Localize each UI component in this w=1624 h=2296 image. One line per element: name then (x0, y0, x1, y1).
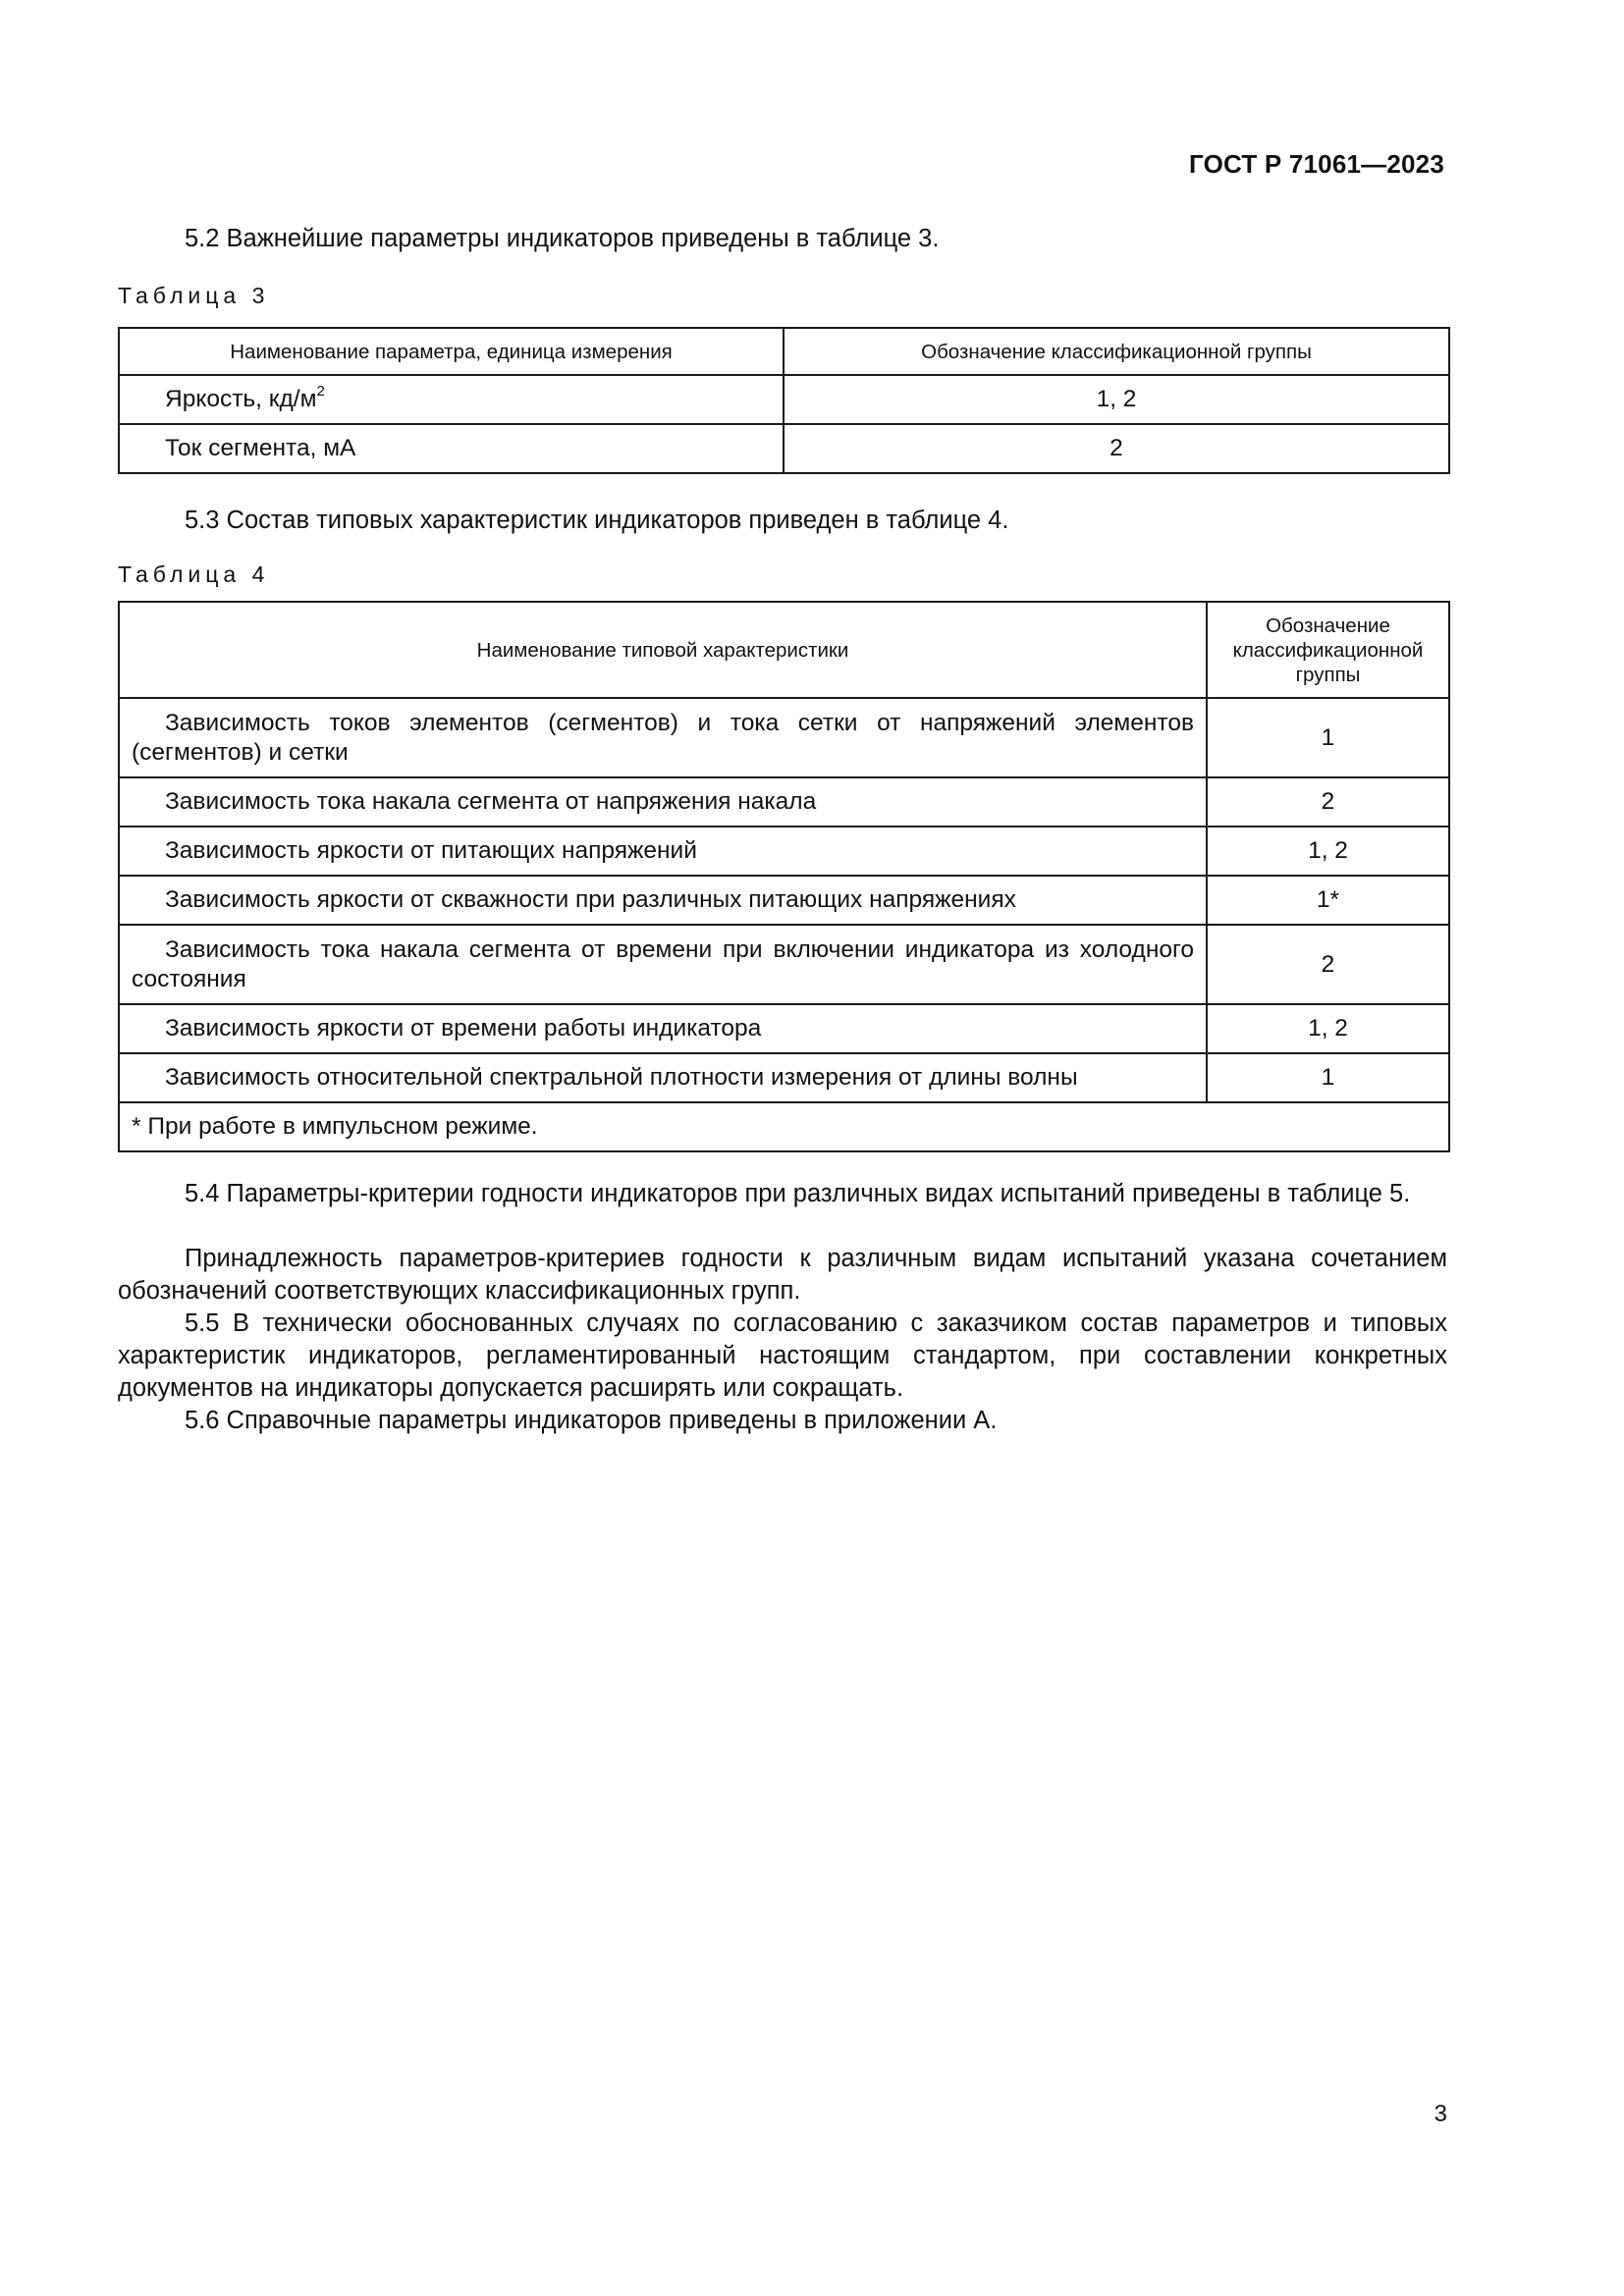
section-5-2-text: 5.2 Важнейшие параметры индикаторов приведены в таблице 3. (185, 225, 940, 252)
group-cell: 1* (1207, 876, 1449, 925)
section-5-4-paragraph-2: Принадлежность параметров-критериев годности к различным видам испытаний указана сочетанием обозначений соответствующих классификационных групп. (118, 1245, 1447, 1305)
characteristic-cell (119, 1053, 1207, 1102)
table-row (119, 827, 1449, 876)
characteristic-name: Зависимость относительной спектральной плотности измерения от длины волны (165, 1064, 1078, 1091)
table-header-row (119, 602, 1449, 698)
table-4-caption: Таблица 4 (118, 561, 270, 587)
characteristic-name: Зависимость яркости от питающих напряжений (165, 837, 697, 864)
table-footnote: * При работе в импульсном режиме. (119, 1102, 1449, 1151)
group-cell: 2 (1207, 925, 1449, 1004)
table-row (119, 698, 1449, 777)
section-5-4-text: 5.4 Параметры-критерии годности индикаторов при различных видах испытаний приведены в таблице 5. (185, 1180, 1411, 1207)
unit-superscript: 2 (316, 383, 325, 400)
characteristic-cell (119, 1004, 1207, 1053)
parameter-name-cell (119, 375, 784, 424)
table-row (119, 1004, 1449, 1053)
characteristic-cell (119, 925, 1207, 1004)
table-row (119, 424, 1449, 473)
table-footnote-row (119, 1102, 1449, 1151)
column-header-group: Обозначение классификационной группы (784, 328, 1449, 375)
parameter-name: Ток сегмента, мА (165, 435, 356, 461)
characteristic-cell (119, 876, 1207, 925)
group-cell: 1, 2 (1207, 827, 1449, 876)
group-cell: 2 (1207, 777, 1449, 827)
group-cell: 1, 2 (784, 375, 1449, 424)
section-5-6-text: 5.6 Справочные параметры индикаторов приведены в приложении А. (185, 1407, 998, 1434)
characteristic-name: Зависимость яркости от времени работы индикатора (165, 1015, 762, 1041)
characteristic-name: Зависимость тока накала сегмента от напряжения накала (165, 788, 817, 815)
characteristic-name: Зависимость тока накала сегмента от времени при включении индикатора из холодного состояния (132, 935, 1194, 992)
parameter-name: Яркость, кд/м (165, 386, 317, 412)
table-row (119, 777, 1449, 827)
column-header-characteristic: Наименование типовой характеристики (119, 602, 1207, 698)
group-cell: 1 (1207, 698, 1449, 777)
table-row (119, 375, 1449, 424)
characteristic-cell (119, 698, 1207, 777)
table-row (119, 876, 1449, 925)
characteristic-name: Зависимость яркости от скважности при различных питающих напряжениях (165, 886, 1016, 913)
characteristic-name: Зависимость токов элементов (сегментов) и тока сетки от напряжений элементов (сегментов) и сетки (132, 709, 1194, 766)
page-number: 3 (1434, 2101, 1447, 2127)
group-cell: 2 (784, 424, 1449, 473)
parameter-name-cell (119, 424, 784, 473)
section-5-5-text: 5.5 В технически обоснованных случаях по согласованию с заказчиком состав параметров и типовых характеристик индикаторов, регламентированный настоящим стандартом, при составлении конкретных документов на индикаторы допускается расширять или сокращать. (118, 1309, 1447, 1402)
table-3-caption: Таблица 3 (118, 283, 270, 308)
table-4 (118, 601, 1450, 1152)
group-cell: 1 (1207, 1053, 1449, 1102)
table-3 (118, 327, 1450, 474)
group-cell: 1, 2 (1207, 1004, 1449, 1053)
section-5-3-text: 5.3 Состав типовых характеристик индикаторов приведен в таблице 4. (185, 507, 1009, 534)
characteristic-cell (119, 827, 1207, 876)
table-row (119, 925, 1449, 1004)
characteristic-cell (119, 777, 1207, 827)
standard-code-header: ГОСТ Р 71061—2023 (1189, 149, 1444, 179)
column-header-parameter: Наименование параметра, единица измерения (119, 328, 784, 375)
table-header-row (119, 328, 1449, 375)
table-row (119, 1053, 1449, 1102)
column-header-group: Обозначение классификационной группы (1207, 602, 1449, 698)
